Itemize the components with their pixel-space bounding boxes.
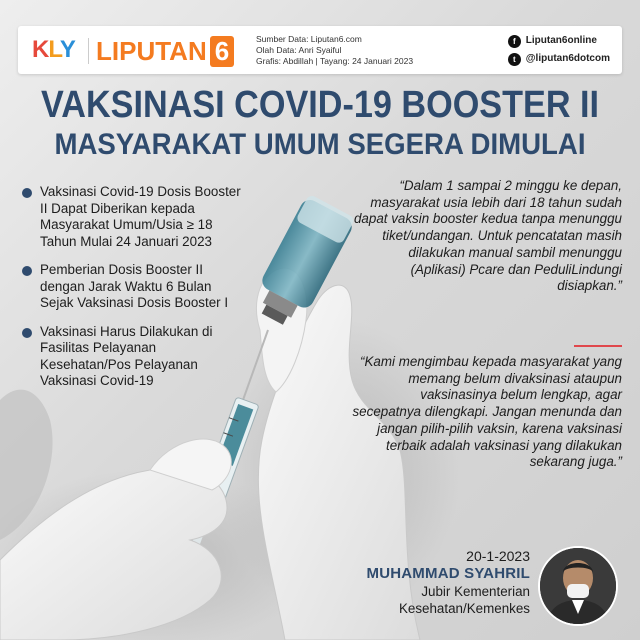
speaker-name: MUHAMMAD SYAHRIL xyxy=(366,565,530,582)
credit-graphic: Grafis: Abdillah | Tayang: 24 Januari 2023 xyxy=(256,56,414,66)
facebook-handle: Liputan6online xyxy=(525,35,597,46)
twitter-handle: @liputan6dotcom xyxy=(525,53,610,64)
list-item xyxy=(22,262,242,312)
list-item xyxy=(22,324,242,390)
credits xyxy=(256,34,413,67)
bullet-dot-icon xyxy=(22,328,32,338)
page-title: VAKSINASI COVID-19 BOOSTER II xyxy=(40,84,600,126)
bullet-dot-icon xyxy=(22,188,32,198)
bullet-text: Vaksinasi Harus Dilakukan di Fasilitas Pelayanan Kesehatan/Pos Pelayanan Vaksinasi Covid-19 xyxy=(40,323,213,388)
speaker-info xyxy=(290,548,530,617)
speaker-portrait-icon xyxy=(540,548,616,624)
credit-data: Olah Data: Anri Syaiful xyxy=(256,45,342,55)
social-links xyxy=(508,32,610,68)
bullet-dot-icon xyxy=(22,266,32,276)
speaker-avatar xyxy=(538,546,618,626)
liputan6-logo[interactable] xyxy=(96,36,234,67)
speaker-role-line2: Kesehatan/Kemenkes xyxy=(398,601,530,616)
quote-second: “Kami mengimbau kepada masyarakat yang memang belum divaksinasi ataupun vaksinasinya belum lengkap, agar secepatnya dilengkapi. Jangan menunda dan jangan pilih-pilih vaksin, karena vaksinasi terbaik adalah vaksinasi yang dilakukan sekarang juga.” xyxy=(352,354,622,470)
facebook-icon: f xyxy=(508,35,521,48)
twitter-icon: t xyxy=(508,53,521,66)
quote-first: “Dalam 1 sampai 2 minggu ke depan, masyarakat usia lebih dari 18 tahun sudah dapat vaksin booster kedua tanpa menunggu tiket/undangan. Untuk pencatatan masih dilakukan manual sambil menunggu (Aplikasi) Pcare dan PeduliLindungi disiapkan.” xyxy=(353,178,622,294)
twitter-link[interactable] xyxy=(508,50,610,68)
credit-source: Sumber Data: Liputan6.com xyxy=(256,34,362,44)
bullet-text: Pemberian Dosis Booster II dengan Jarak Waktu 6 Bulan Sejak Vaksinasi Dosis Booster I xyxy=(40,262,229,310)
header-bar xyxy=(18,26,622,74)
quote-date: 20-1-2023 xyxy=(466,548,530,564)
brand-number: 6 xyxy=(210,36,234,67)
kly-logo[interactable]: KLY xyxy=(32,36,75,63)
quote-divider xyxy=(574,345,622,347)
brand-name: LIPUTAN xyxy=(96,36,207,66)
list-item xyxy=(22,184,242,250)
bullet-list xyxy=(22,184,242,402)
facebook-link[interactable] xyxy=(508,32,610,50)
page-subtitle: MASYARAKAT UMUM SEGERA DIMULAI xyxy=(54,128,586,161)
speaker-role-line1: Jubir Kementerian xyxy=(421,584,530,599)
brand-divider xyxy=(88,38,89,64)
bullet-text: Vaksinasi Covid-19 Dosis Booster II Dapat Diberikan kepada Masyarakat Umum/Usia ≥ 18 Tahun Mulai 24 Januari 2023 xyxy=(40,184,241,249)
